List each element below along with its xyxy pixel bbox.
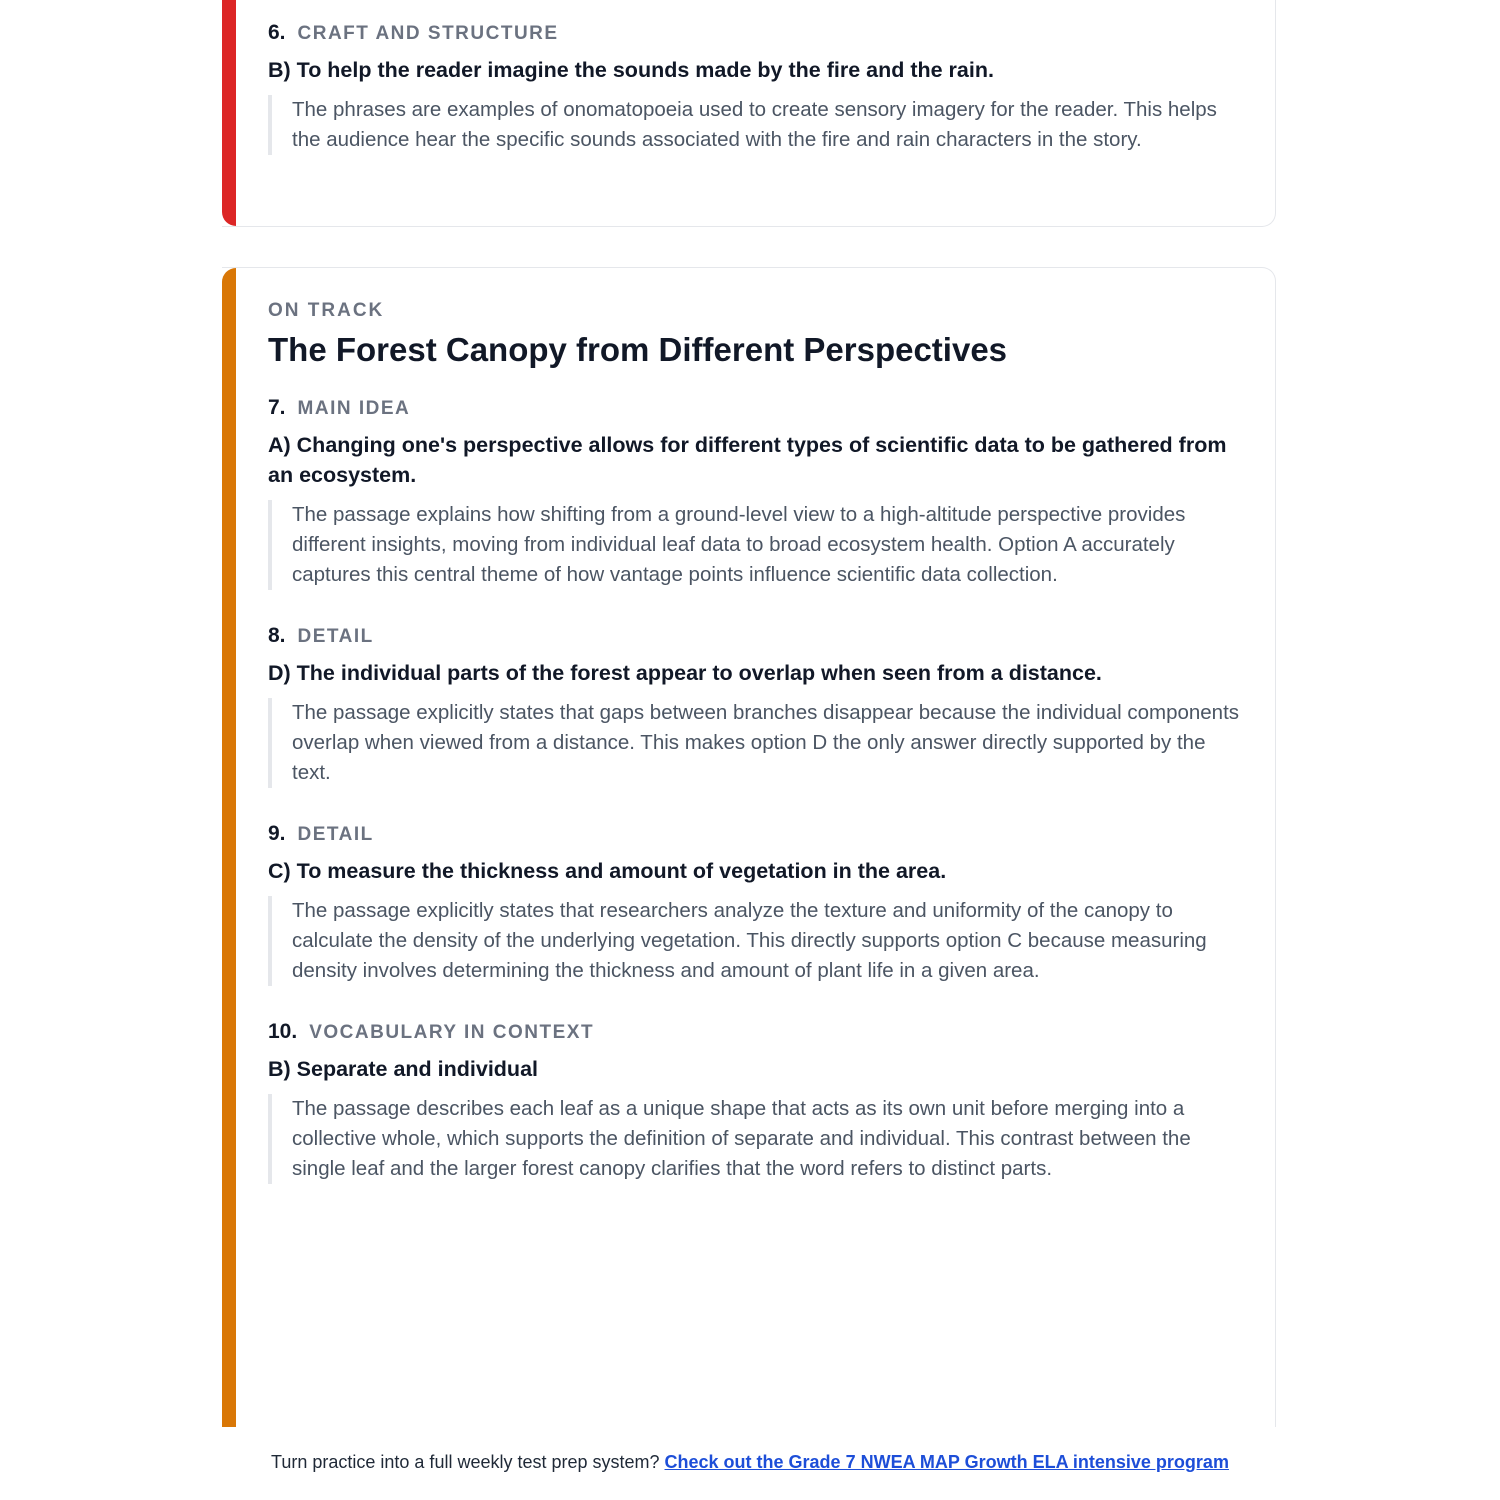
question-category: VOCABULARY IN CONTEXT bbox=[309, 1021, 595, 1043]
question-item bbox=[268, 624, 1245, 788]
correct-answer: B) To help the reader imagine the sounds made by the fire and the rain. bbox=[268, 58, 994, 82]
question-number: 10. bbox=[268, 1019, 298, 1043]
results-card-previous bbox=[222, 0, 1276, 227]
question-header bbox=[268, 1020, 1245, 1044]
question-header bbox=[268, 822, 1245, 846]
program-link[interactable]: Check out the Grade 7 NWEA MAP Growth ELA intensive program bbox=[664, 1452, 1229, 1472]
accent-bar-red bbox=[222, 0, 236, 226]
results-card-passage bbox=[222, 267, 1276, 1427]
question-number: 6. bbox=[268, 21, 286, 44]
question-number: 7. bbox=[268, 395, 286, 419]
footer-text: Turn practice into a full weekly test prep system? bbox=[271, 1452, 665, 1472]
question-category: CRAFT AND STRUCTURE bbox=[297, 23, 559, 44]
question-category: DETAIL bbox=[297, 823, 374, 845]
status-label: ON TRACK bbox=[268, 300, 385, 321]
card-content bbox=[268, 21, 1245, 155]
question-number: 8. bbox=[268, 623, 286, 647]
question-item bbox=[268, 21, 1245, 155]
answer-explanation: The passage explicitly states that gaps between branches disappear because the individual components overlap when viewed from a distance. This makes option D the only answer directly supported by the text. bbox=[268, 698, 1245, 788]
question-number: 9. bbox=[268, 821, 286, 845]
footer-promo bbox=[0, 1452, 1500, 1473]
question-category: MAIN IDEA bbox=[297, 397, 411, 419]
question-header bbox=[268, 21, 1245, 45]
answer-explanation: The passage explains how shifting from a ground-level view to a high-altitude perspective provides different insights, moving from individual leaf data to broad ecosystem health. Option A accurately captures this central theme of how vantage points influence scientific data collection. bbox=[268, 500, 1245, 590]
correct-answer: D) The individual parts of the forest appear to overlap when seen from a distance. bbox=[268, 660, 1102, 685]
correct-answer: C) To measure the thickness and amount of vegetation in the area. bbox=[268, 858, 947, 883]
question-item bbox=[268, 396, 1245, 590]
question-header bbox=[268, 396, 1245, 420]
accent-bar-orange bbox=[222, 268, 236, 1427]
question-category: DETAIL bbox=[297, 625, 374, 647]
correct-answer: A) Changing one's perspective allows for different types of scientific data to be gathered from an ecosystem. bbox=[268, 432, 1227, 487]
correct-answer: B) Separate and individual bbox=[268, 1056, 538, 1081]
passage-title: The Forest Canopy from Different Perspectives bbox=[268, 331, 1008, 368]
question-item bbox=[268, 1020, 1245, 1184]
answer-explanation: The phrases are examples of onomatopoeia used to create sensory imagery for the reader. This helps the audience hear the specific sounds associated with the fire and rain characters in the story. bbox=[268, 95, 1245, 155]
answer-explanation: The passage explicitly states that researchers analyze the texture and uniformity of the canopy to calculate the density of the underlying vegetation. This directly supports option C because measuring density involves determining the thickness and amount of plant life in a given area. bbox=[268, 896, 1245, 986]
card-content bbox=[268, 300, 1245, 1218]
question-item bbox=[268, 822, 1245, 986]
answer-explanation: The passage describes each leaf as a unique shape that acts as its own unit before merging into a collective whole, which supports the definition of separate and individual. This contrast between the single leaf and the larger forest canopy clarifies that the word refers to distinct parts. bbox=[268, 1094, 1245, 1184]
question-header bbox=[268, 624, 1245, 648]
